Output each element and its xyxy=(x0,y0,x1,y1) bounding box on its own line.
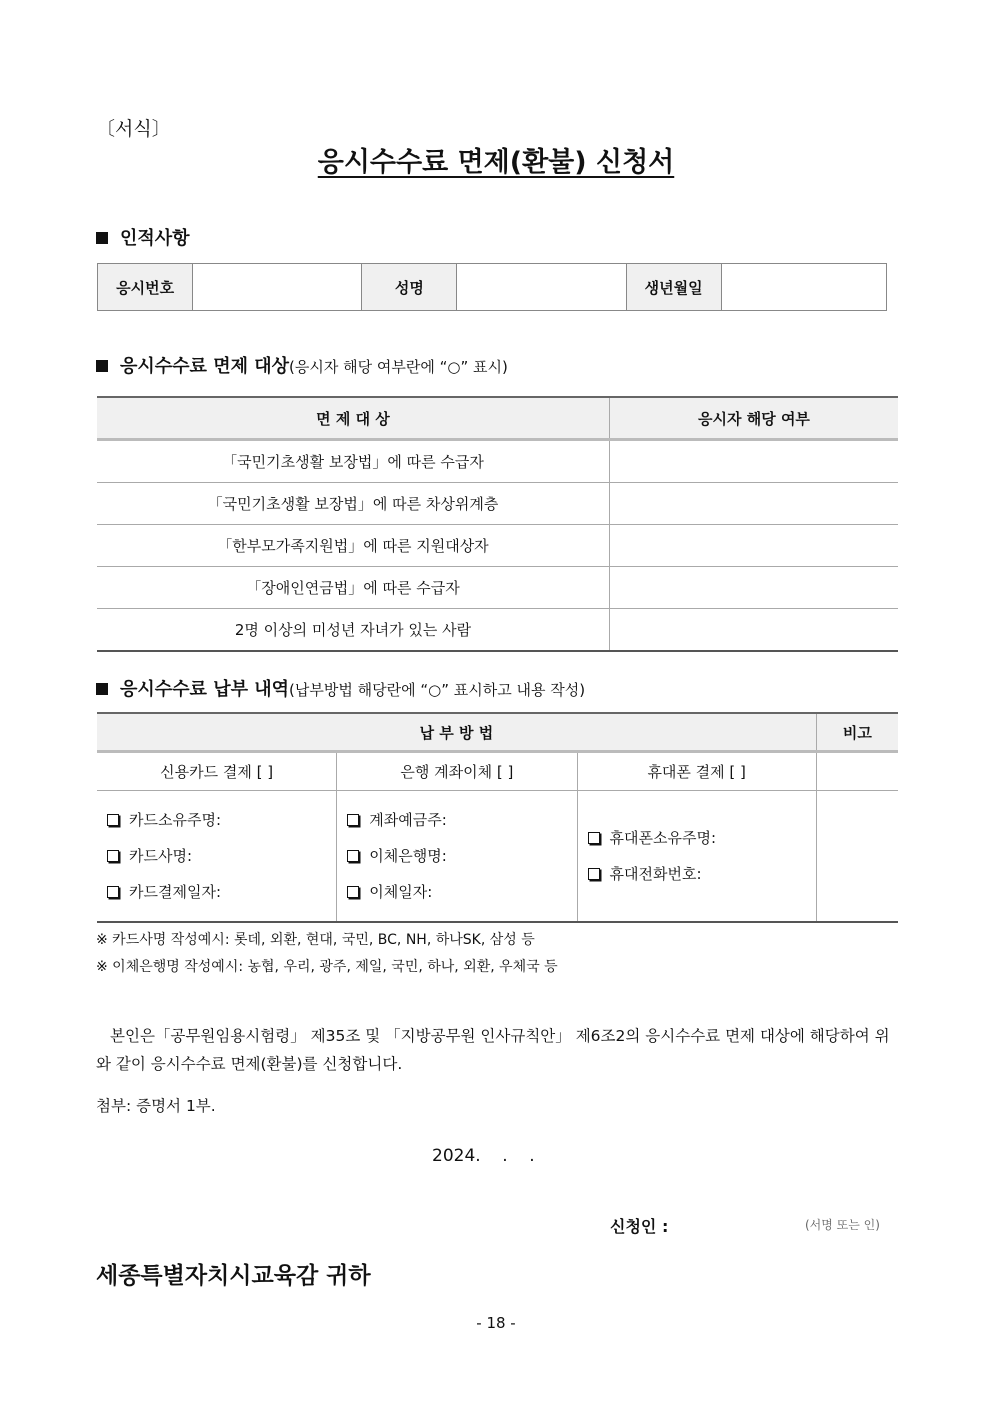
applicant-label: 신청인 : xyxy=(610,1217,669,1236)
applicable-cell[interactable] xyxy=(610,440,899,483)
transfer-date-field[interactable]: 이체일자: xyxy=(347,874,575,910)
note-bank-example: ※ 이체은행명 작성예시: 농협, 우리, 광주, 제일, 국민, 하나, 외환, 우체국 등 xyxy=(96,959,558,975)
card-payment-date-field[interactable]: 카드결제일자: xyxy=(107,874,335,910)
note-card-example: ※ 카드사명 작성예시: 롯데, 외환, 현대, 국민, BC, NH, 하나SK, 삼성 등 xyxy=(96,932,535,948)
method-mobile-payment[interactable]: 휴대폰 결제 [ ] xyxy=(577,752,816,791)
exemption-table xyxy=(97,396,898,652)
phone-owner-field[interactable]: 휴대폰소유주명: xyxy=(588,820,815,856)
header-remarks: 비고 xyxy=(816,713,898,752)
method-credit-card[interactable]: 신용카드 결제 [ ] xyxy=(97,752,337,791)
section-heading-text: 응시수수료 납부 내역 xyxy=(120,679,290,700)
field-label-birthdate: 생년월일 xyxy=(626,264,721,311)
account-holder-field[interactable]: 계좌예금주: xyxy=(347,802,575,838)
bank-name-field[interactable]: 이체은행명: xyxy=(347,838,575,874)
remarks-detail-cell[interactable] xyxy=(816,791,898,923)
birthdate-input[interactable] xyxy=(721,264,886,311)
remarks-cell[interactable] xyxy=(816,752,898,791)
header-exemption-target: 면 제 대 상 xyxy=(97,397,610,440)
bank-details xyxy=(337,791,577,923)
checkbox-icon xyxy=(588,832,600,844)
applicable-cell[interactable] xyxy=(610,609,899,652)
checkbox-icon xyxy=(107,814,119,826)
checkbox-icon xyxy=(347,850,359,862)
recipient: 세종특별자치시교육감 귀하 xyxy=(96,1263,371,1289)
exam-number-input[interactable] xyxy=(193,264,362,311)
table-row xyxy=(97,440,898,483)
personal-info-table xyxy=(97,263,887,311)
exemption-target: 2명 이상의 미성년 자녀가 있는 사람 xyxy=(97,609,610,652)
card-details xyxy=(97,791,337,923)
card-company-field[interactable]: 카드사명: xyxy=(107,838,335,874)
section-heading-text: 응시수수료 면제 대상 xyxy=(120,356,290,377)
name-input[interactable] xyxy=(457,264,626,311)
section-subheading: (응시자 해당 여부란에 “○” 표시) xyxy=(289,358,508,376)
table-row xyxy=(97,609,898,652)
signature-note: (서명 또는 인) xyxy=(805,1218,880,1232)
method-bank-transfer[interactable]: 은행 계좌이체 [ ] xyxy=(337,752,577,791)
square-bullet-icon xyxy=(96,360,108,372)
title-text: 응시수수료 면제(환불) 신청서 xyxy=(317,147,675,178)
form-label: 〔서식〕 xyxy=(96,118,171,140)
payment-table xyxy=(97,712,898,923)
exemption-target: 「장애인연금법」에 따른 수급자 xyxy=(97,567,610,609)
square-bullet-icon xyxy=(96,232,108,244)
field-label-exam-number: 응시번호 xyxy=(98,264,193,311)
card-owner-field[interactable]: 카드소유주명: xyxy=(107,802,335,838)
exemption-target: 「한부모가족지원법」에 따른 지원대상자 xyxy=(97,525,610,567)
declaration-text: 본인은「공무원임용시험령」 제35조 및 「지방공무원 인사규칙안」 제6조2의 응시수수료 면제 대상에 해당하여 위와 같이 응시수수료 면제(환불)를 신청합니다. xyxy=(96,1027,890,1073)
header-applicable: 응시자 해당 여부 xyxy=(610,397,899,440)
checkbox-icon xyxy=(588,868,600,880)
exemption-target: 「국민기초생활 보장법」에 따른 차상위계층 xyxy=(97,483,610,525)
checkbox-icon xyxy=(347,814,359,826)
table-row xyxy=(97,525,898,567)
checkbox-icon xyxy=(107,850,119,862)
document-title xyxy=(0,140,992,179)
checkbox-icon xyxy=(347,886,359,898)
applicable-cell[interactable] xyxy=(610,483,899,525)
field-label-name: 성명 xyxy=(362,264,457,311)
exemption-target: 「국민기초생활 보장법」에 따른 수급자 xyxy=(97,440,610,483)
phone-details xyxy=(577,791,816,923)
phone-number-field[interactable]: 휴대전화번호: xyxy=(588,856,815,892)
table-row xyxy=(97,483,898,525)
attachment-text: 첨부: 증명서 1부. xyxy=(96,1097,216,1115)
table-row xyxy=(97,567,898,609)
checkbox-icon xyxy=(107,886,119,898)
section-heading-text: 인적사항 xyxy=(120,228,190,249)
date-line: 2024. . . xyxy=(432,1146,535,1166)
section-personal-info-heading xyxy=(96,224,190,250)
section-exemption-heading xyxy=(96,352,508,378)
applicable-cell[interactable] xyxy=(610,567,899,609)
section-payment-heading xyxy=(96,675,585,701)
header-payment-method: 납 부 방 법 xyxy=(97,713,816,752)
page-number: - 18 - xyxy=(476,1314,516,1332)
square-bullet-icon xyxy=(96,683,108,695)
section-subheading: (납부방법 해당란에 “○” 표시하고 내용 작성) xyxy=(289,681,586,699)
applicable-cell[interactable] xyxy=(610,525,899,567)
